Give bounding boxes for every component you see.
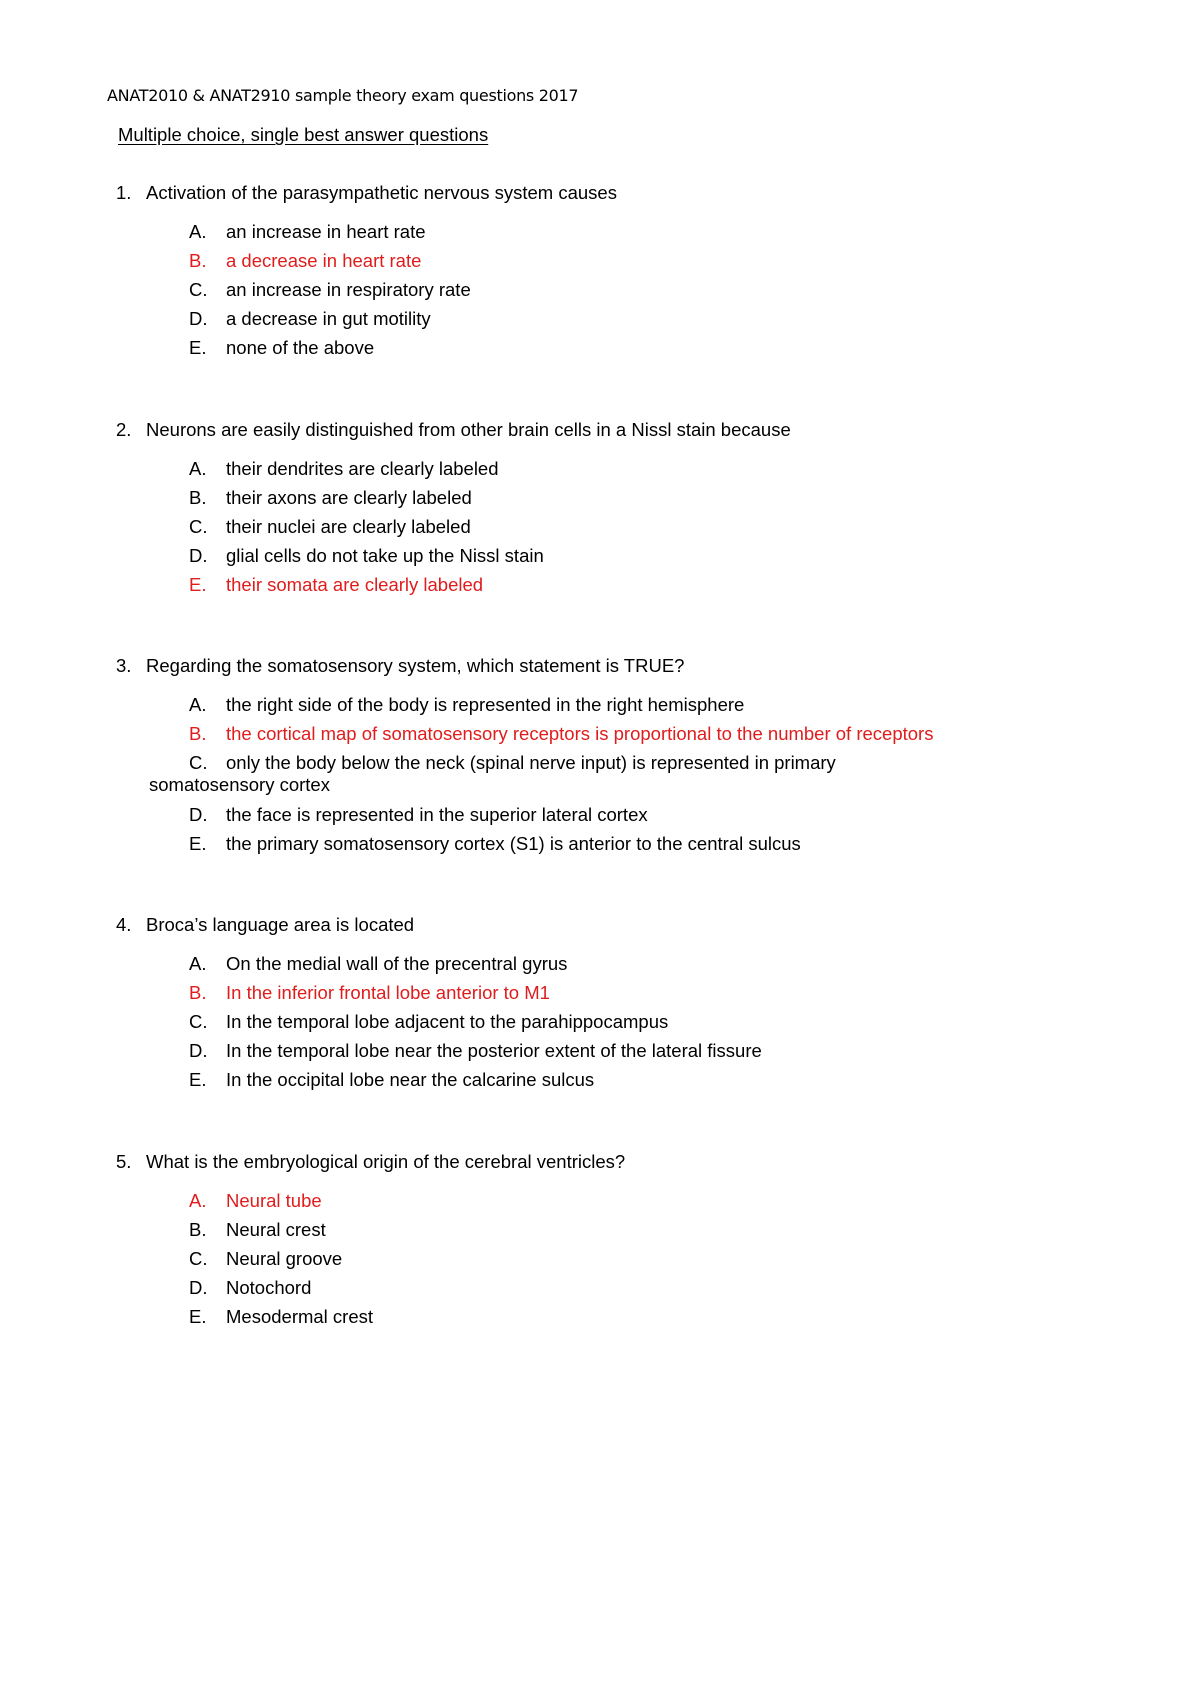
options-list	[189, 1190, 1189, 1335]
question-text: Broca’s language area is located	[146, 914, 415, 935]
option-d: D. the face is represented in the superior lateral cortex	[189, 804, 648, 825]
options-list	[189, 458, 1189, 603]
question-number: 3.	[116, 655, 132, 676]
question-number: 1.	[116, 182, 132, 203]
question-stem	[116, 914, 1116, 936]
question-text: Regarding the somatosensory system, which statement is TRUE?	[146, 655, 685, 676]
option-e: E. Mesodermal crest	[189, 1306, 374, 1327]
document-title: ANAT2010 & ANAT2910 sample theory exam questions 2017	[107, 86, 579, 105]
question-stem	[116, 182, 1116, 204]
question-stem	[116, 419, 1116, 441]
option-e: E. none of the above	[189, 337, 375, 358]
option-c: C. an increase in respiratory rate	[189, 279, 471, 300]
option-c: C. only the body below the neck (spinal nerve input) is represented in primary somatosensory cortex	[189, 752, 1189, 804]
question-stem	[116, 655, 1116, 677]
option-b: B. Neural crest	[189, 1219, 326, 1240]
question-4	[116, 914, 1116, 1098]
option-a: A. the right side of the body is represented in the right hemisphere	[189, 694, 745, 715]
question-text: What is the embryological origin of the cerebral ventricles?	[146, 1151, 626, 1172]
option-a: A. On the medial wall of the precentral gyrus	[189, 953, 568, 974]
question-3	[116, 655, 1116, 862]
question-number: 4.	[116, 914, 132, 935]
question-number: 5.	[116, 1151, 132, 1172]
option-a-correct: A. Neural tube	[189, 1190, 322, 1211]
option-b-correct: B. a decrease in heart rate	[189, 250, 422, 271]
option-d: D. Notochord	[189, 1277, 312, 1298]
question-5	[116, 1151, 1116, 1335]
option-b: B. their axons are clearly labeled	[189, 487, 472, 508]
option-d: D. glial cells do not take up the Nissl stain	[189, 545, 544, 566]
option-c: C. In the temporal lobe adjacent to the parahippocampus	[189, 1011, 669, 1032]
question-2	[116, 419, 1116, 603]
question-stem	[116, 1151, 1116, 1173]
question-text: Activation of the parasympathetic nervous system causes	[146, 182, 617, 203]
options-list	[189, 221, 1189, 366]
question-number: 2.	[116, 419, 132, 440]
option-e-correct: E. their somata are clearly labeled	[189, 574, 484, 595]
options-list	[149, 694, 1189, 862]
option-c: C. their nuclei are clearly labeled	[189, 516, 471, 537]
option-e: E. the primary somatosensory cortex (S1) is anterior to the central sulcus	[189, 833, 801, 854]
option-b-correct: B. the cortical map of somatosensory receptors is proportional to the number of receptors	[189, 723, 934, 744]
option-b-correct: B. In the inferior frontal lobe anterior to M1	[189, 982, 550, 1003]
option-d: D. a decrease in gut motility	[189, 308, 431, 329]
option-c-continuation: somatosensory cortex	[149, 774, 330, 795]
option-c: C. Neural groove	[189, 1248, 343, 1269]
question-text: Neurons are easily distinguished from other brain cells in a Nissl stain because	[146, 419, 791, 440]
options-list	[189, 953, 1189, 1098]
option-e: E. In the occipital lobe near the calcarine sulcus	[189, 1069, 595, 1090]
question-1	[116, 182, 1116, 366]
option-a: A. their dendrites are clearly labeled	[189, 458, 499, 479]
option-d: D. In the temporal lobe near the posterior extent of the lateral fissure	[189, 1040, 762, 1061]
option-a: A. an increase in heart rate	[189, 221, 426, 242]
section-heading: Multiple choice, single best answer questions	[118, 124, 489, 145]
